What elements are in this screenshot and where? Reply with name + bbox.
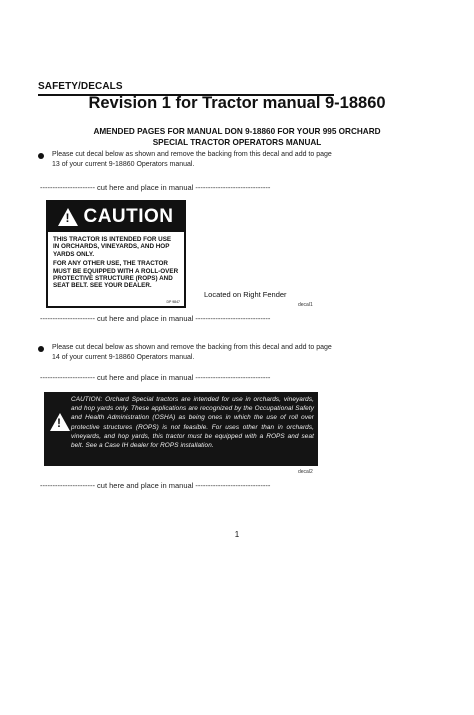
- decal-1-tag: decal1: [298, 302, 313, 308]
- instruction-2-line-2: 14 of your current 9-18860 Operators manual.: [52, 354, 195, 361]
- page-title: Revision 1 for Tractor manual 9-18860: [88, 94, 386, 112]
- instruction-2-line-1: Please cut decal below as shown and remove the backing from this decal and add to page: [52, 344, 332, 351]
- cut-line-2: ---------------------- cut here and place in manual ------------------------------: [40, 314, 271, 323]
- page-number: 1: [234, 530, 240, 539]
- page-subtitle: [30, 126, 444, 148]
- cut-line-3: ---------------------- cut here and place in manual ------------------------------: [40, 373, 271, 382]
- decal-1-body: [48, 232, 184, 290]
- cut-line-1: ---------------------- cut here and place in manual ------------------------------: [40, 183, 271, 192]
- decal-1-location: Located on Right Fender: [204, 290, 287, 299]
- instruction-1-line-2: 13 of your current 9-18860 Operators manual.: [52, 161, 195, 168]
- bullet-icon: [38, 153, 44, 159]
- decal-1-heading: CAUTION: [83, 206, 174, 227]
- instruction-1-line-1: Please cut decal below as shown and remove the backing from this decal and add to page: [52, 151, 332, 158]
- decal-2-tag: decal2: [298, 469, 313, 475]
- bullet-icon: [38, 346, 44, 352]
- decal-1-caution: [46, 200, 186, 308]
- cut-line-4: ---------------------- cut here and place in manual ------------------------------: [40, 481, 271, 490]
- instruction-1: [52, 150, 352, 170]
- warning-triangle-icon: !: [58, 208, 78, 226]
- decal-2-text: CAUTION: Orchard Special tractors are intended for use in orchards, vineyards, and hop yards only. These applications are recognized by the Occupational Safety and Health Administration (OSHA) as being ones in which the use of roll over protective structures (ROPS) is not feasible. For uses other than in orchards, vineyards, and hop yards, this tractor must be equipped with a ROPS and seat belt. See a Case IH dealer for ROPS installation.: [71, 396, 314, 450]
- section-label: SAFETY/DECALS: [38, 81, 123, 92]
- subtitle-line-2: SPECIAL TRACTOR OPERATORS MANUAL: [152, 138, 322, 147]
- decal-1-header: [48, 202, 184, 232]
- decal-1-para-1: THIS TRACTOR IS INTENDED FOR USE IN ORCHARDS, VINEYARDS, AND HOP YARDS ONLY.: [53, 236, 172, 258]
- decal-1-code: DP 9847: [166, 300, 180, 304]
- subtitle-line-1: AMENDED PAGES FOR MANUAL DON 9-18860 FOR YOUR 995 ORCHARD: [93, 127, 381, 136]
- decal-2-caution: [44, 392, 318, 466]
- instruction-2: [52, 343, 352, 363]
- warning-triangle-icon: !: [50, 413, 70, 431]
- decal-1-para-2: FOR ANY OTHER USE, THE TRACTOR MUST BE EQUIPPED WITH A ROLL-OVER PROTECTIVE STRUCTURE (ROPS) AND SEAT BELT. SEE YOUR DEALER.: [53, 260, 179, 290]
